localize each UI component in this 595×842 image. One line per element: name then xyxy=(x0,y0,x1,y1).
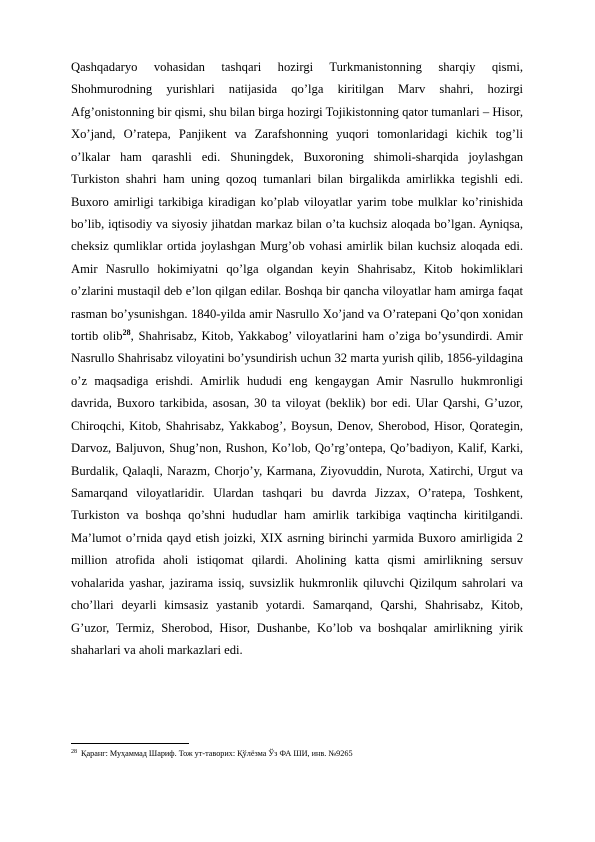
footnote-text: Қаранг: Муҳаммад Шариф. Тож ут-таворих: Қўлёзма Ўз ФА ШИ, инв. №9265 xyxy=(81,749,353,758)
body-text-part-2: , Shahrisabz, Kitob, Yakkabog’ viloyatlarini ham o’ziga bo’ysundirdi. Amir Nasrullo Shahrisabz viloyatini bo’ysundirish uchun 32 marta yurish qilib, 1856-yildagina o’z maqsadiga erishdi. Amirlik hududi eng kengaygan Amir Nasrullo hukmronligi davrida, Buxoro tarkibida, asosan, 30 ta viloyat (beklik) bor edi. Ular Qarshi, G’uzor, Chiroqchi, Kitob, Shahrisabz, Yakkabog’, Boysun, Denov, Sherobod, Hisor, Qorategin, Darvoz, Baljuvon, Shug’non, Rushon, Ko’lob, Qo’rg’ontepa, Qo’badiyon, Kalif, Karki, Burdalik, Qalaqli, Narazm, Chorjo’y, Karmana, Ziyovuddin, Nurota, Xatirchi, Urgut va Samarqand viloyatlaridir. Ulardan tashqari bu davrda Jizzax, O’ratepa, Toshkent, Turkiston va boshqa qo’shni hududlar ham amirlik tarkibiga vaqtincha kiritilgandi. Ma’lumot o’rnida qayd etish joizki, XIX asrning birinchi yarmida Buxoro amirligida 2 million atrofida aholi istiqomat qilardi. Aholining katta qismi amirlikning sersuv vohalarida yashar, jazirama issiq, suvsizlik hukmronlik qiluvchi Qizilqum sahrolari va cho’llari deyarli kimsasiz yastanib yotardi. Samarqand, Qarshi, Shahrisabz, Kitob, G’uzor, Termiz, Sherobod, Hisor, Dushanbe, Ko’lob va boshqalar amirlikning yirik shaharlari va aholi markazlari edi. xyxy=(71,329,523,657)
body-paragraph xyxy=(71,56,523,661)
footnote-separator xyxy=(71,743,189,744)
body-text-part-1: Qashqadaryo vohasidan tashqari hozirgi Turkmanistonning sharqiy qismi, Shohmurodning yurishlari natijasida qo’lga kiritilgan Marv shahri, hozirgi Afg’onistonning bir qismi, shu bilan birga hozirgi Tojikistonning qator tumanlari – Hisor, Xo’jand, O’ratepa, Panjikent va Zarafshonning yuqori tomonlaridagi kichik tog’li o’lkalar ham qarashli edi. Shuningdek, Buxoroning shimoli-sharqida joylashgan Turkiston shahri ham uning qozoq tumanlari bilan birgalikda amirlikka tegishli edi. Buxoro amirligi tarkibiga kiradigan ko’plab viloyatlar yarim tobe mulklar ko’rinishida bo’lib, iqtisodiy va siyosiy jihatdan markaz bilan o’ta kuchsiz aloqada bo’lgan. Ayniqsa, cheksiz qumliklar ortida joylashgan Murg’ob vohasi amirlik bilan kuchsiz aloqada edi. Amir Nasrullo hokimiyatni qo’lga olgandan keyin Shahrisabz, Kitob hokimliklari o’zlarini mustaqil deb e’lon qilgan edilar. Boshqa bir qancha viloyatlar ham amirga faqat rasman bo’ysunishgan. 1840-yilda amir Nasrullo Xo’jand va O’ratepani Qo’qon xonidan tortib olib xyxy=(71,60,523,344)
footnote-number: 28 xyxy=(71,749,77,755)
footnote xyxy=(71,748,523,759)
footnote-reference[interactable]: 28 xyxy=(122,328,131,338)
